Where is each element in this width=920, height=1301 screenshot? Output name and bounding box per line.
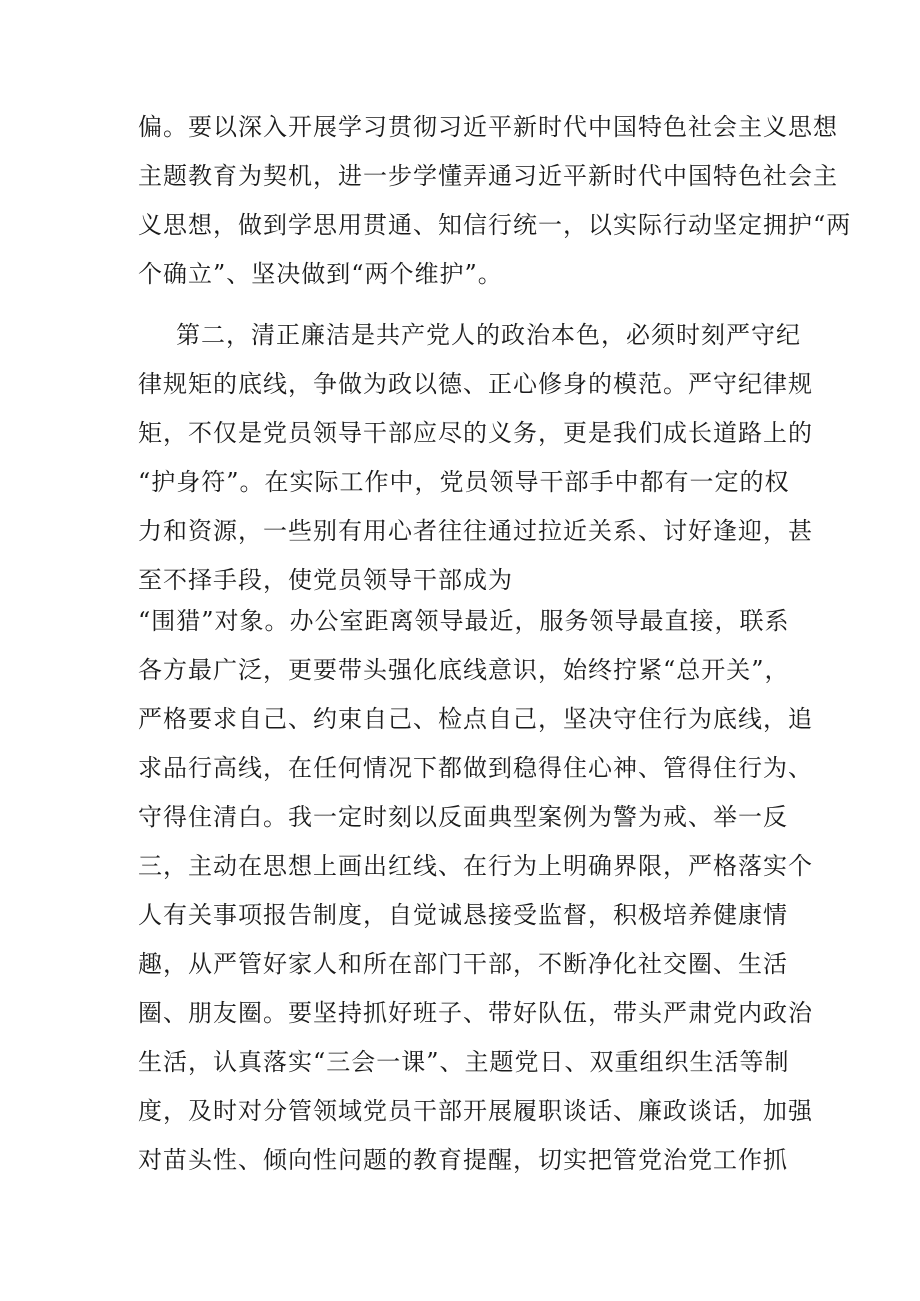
text-line: 矩，不仅是党员领导干部应尽的义务，更是我们成长道路上的 [138, 419, 813, 447]
text-line: 求品行高线，在任何情况下都做到稳得住心神、管得住行为、 [138, 754, 813, 782]
text-line: “围猎”对象。办公室距离领导最近，服务领导最直接，联系 [138, 607, 790, 635]
text-line: 生活，认真落实“三会一课”、主题党日、双重组织生活等制 [138, 1048, 790, 1076]
text-line: 度，及时对分管领域党员干部开展履职谈话、廉政谈话，加强 [138, 1097, 813, 1125]
text-line: 义思想，做到学思用贯通、知信行统一，以实际行动坚定拥护“两 [138, 211, 852, 239]
paragraph-first-line: 第二，清正廉洁是共产党人的政治本色，必须时刻严守纪 [176, 321, 801, 349]
text-line: “护身符”。在实际工作中，党员领导干部手中都有一定的权 [138, 468, 790, 496]
text-line: 圈、朋友圈。要坚持抓好班子、带好队伍，带头严肃党内政治 [138, 999, 813, 1027]
text-line: 主题教育为契机，进一步学懂弄通习近平新时代中国特色社会主 [138, 162, 838, 190]
text-line: 趣，从严管好家人和所在部门干部，不断净化社交圈、生活 [138, 950, 788, 978]
text-line: 人有关事项报告制度，自觉诚恳接受监督，积极培养健康情 [138, 901, 788, 929]
text-line: 个确立”、坚决做到“两个维护”。 [138, 260, 503, 288]
text-line: 守得住清白。我一定时刻以反面典型案例为警为戒、举一反 [138, 803, 788, 831]
text-line: 各方最广泛，更要带头强化底线意识，始终拧紧“总开关”， [138, 656, 790, 684]
text-line: 力和资源，一些别有用心者往往通过拉近关系、讨好逢迎，甚 [138, 517, 813, 545]
text-line: 三，主动在思想上画出红线、在行为上明确界限，严格落实个 [138, 852, 813, 880]
text-line: 律规矩的底线，争做为政以德、正心修身的模范。严守纪律规 [138, 370, 813, 398]
text-line: 对苗头性、倾向性问题的教育提醒，切实把管党治党工作抓 [138, 1146, 788, 1174]
text-line: 严格要求自己、约束自己、检点自己，坚决守住行为底线，追 [138, 705, 813, 733]
text-line: 偏。要以深入开展学习贯彻习近平新时代中国特色社会主义思想 [138, 113, 838, 141]
text-line: 至不择手段，使党员领导干部成为 [138, 566, 513, 594]
